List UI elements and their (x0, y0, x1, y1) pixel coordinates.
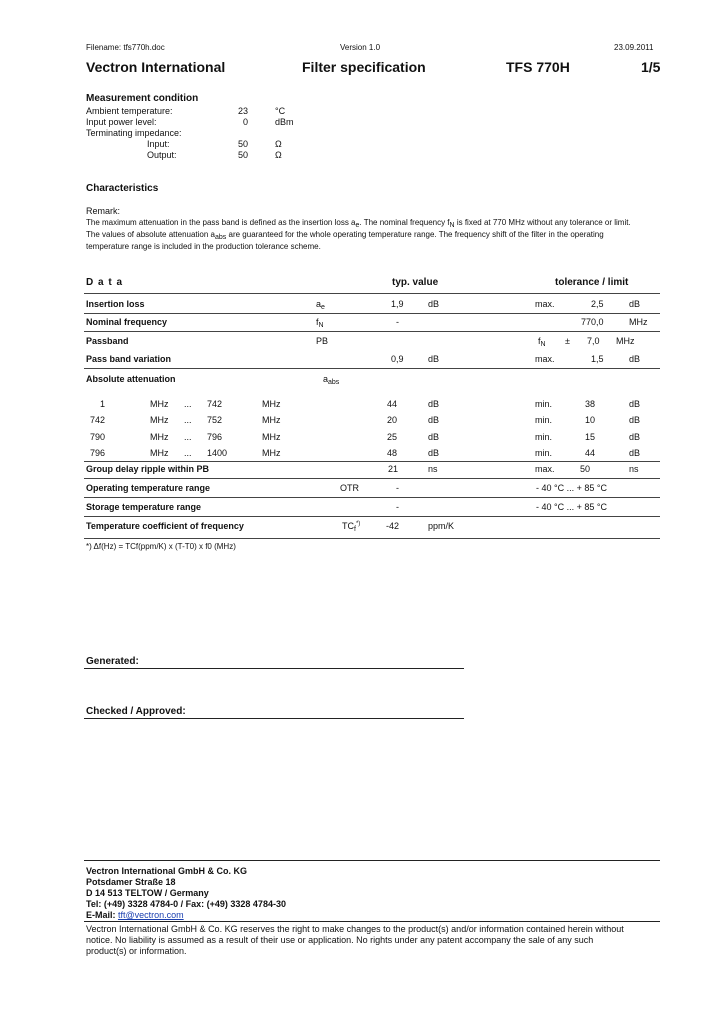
op-temp-symbol: OTR (340, 483, 359, 493)
rule (84, 538, 660, 539)
tolerance-header: tolerance / limit (555, 277, 629, 288)
att-to-unit: MHz (262, 399, 281, 409)
insertion-loss-typ: 1,9 (391, 299, 404, 309)
rule (84, 478, 660, 479)
insertion-loss-lim: 2,5 (591, 299, 604, 309)
att-lim-type: min. (535, 415, 553, 425)
group-delay-typ: 21 (388, 464, 399, 474)
op-temp-label: Operating temperature range (86, 483, 211, 493)
remark-label: Remark: (86, 206, 121, 216)
nominal-frequency-label: Nominal frequency (86, 317, 168, 327)
remark-line-2: The values of absolute attenuation aabs are guaranteed for the whole operating temperature range. The frequency shift of the filter in the operating (86, 230, 604, 241)
email-link[interactable]: tft@vectron.com (118, 910, 184, 920)
pb-variation-lim-unit: dB (629, 354, 641, 364)
att-from-unit: MHz (150, 448, 169, 458)
typ-value-header: typ. value (392, 277, 439, 288)
att-to: 742 (207, 399, 223, 409)
impedance-label: Terminating impedance: (86, 128, 182, 138)
att-lim: 38 (585, 399, 596, 409)
tcf-typ: -42 (386, 521, 400, 531)
power-label: Input power level: (86, 117, 157, 127)
att-typ: 44 (387, 399, 398, 409)
storage-temp-lim: - 40 °C ... + 85 °C (536, 502, 607, 512)
output-label: Output: (147, 150, 177, 160)
output-unit: Ω (275, 150, 282, 160)
tcf-symbol: $TC_f^{*)}$ (342, 521, 361, 533)
att-lim-unit: dB (629, 415, 641, 425)
att-typ: 25 (387, 432, 398, 442)
att-typ-unit: dB (428, 448, 440, 458)
passband-symbol: PB (316, 336, 329, 346)
att-to: 1400 (207, 448, 228, 458)
input-label: Input: (147, 139, 170, 149)
measurement-title: Measurement condition (86, 93, 199, 104)
rule (84, 293, 660, 294)
rule (84, 497, 660, 498)
group-delay-lim-type: max. (535, 464, 555, 474)
passband-lim-unit: MHz (616, 336, 635, 346)
att-dots: ... (184, 399, 192, 409)
pb-variation-typ: 0,9 (391, 354, 404, 364)
att-lim-unit: dB (629, 432, 641, 442)
op-temp-typ: - (396, 483, 399, 493)
disclaimer-2: notice. No liability is assumed as a result of their use or application. No rights under any patent accompany the sale of any such (86, 935, 594, 945)
disclaimer-1: Vectron International GmbH & Co. KG reserves the right to make changes to the product(s) and/or information contained herein without (86, 924, 624, 934)
pb-variation-lim: 1,5 (591, 354, 604, 364)
footnote: *) Δf(Hz) = TCf(ppm/K) x (T-T0) x f0 (MHz) (86, 542, 236, 551)
att-typ-unit: dB (428, 432, 440, 442)
abs-attenuation-label: Absolute attenuation (86, 374, 176, 384)
page-number: 1/5 (641, 59, 661, 75)
remark-line-3: temperature range is included in the production tolerance scheme. (86, 242, 321, 251)
nominal-frequency-typ: - (396, 317, 399, 327)
att-lim-type: min. (535, 432, 553, 442)
group-delay-lim-unit: ns (629, 464, 639, 474)
generated-signature-line (84, 668, 464, 669)
generated-label: Generated: (86, 656, 139, 667)
passband-label: Passband (86, 336, 129, 346)
att-typ-unit: dB (428, 399, 440, 409)
passband-lim: 7,0 (587, 336, 600, 346)
group-delay-typ-unit: ns (428, 464, 438, 474)
att-from: 796 (90, 448, 106, 458)
rule (84, 461, 660, 462)
footer-city: D 14 513 TELTOW / Germany (86, 888, 209, 898)
insertion-loss-typ-unit: dB (428, 299, 440, 309)
att-lim-type: min. (535, 399, 553, 409)
checked-label: Checked / Approved: (86, 706, 186, 717)
att-to: 796 (207, 432, 223, 442)
rule (84, 368, 660, 369)
att-from-unit: MHz (150, 415, 169, 425)
footer-street: Potsdamer Straße 18 (86, 877, 176, 887)
att-lim: 44 (585, 448, 596, 458)
att-to: 752 (207, 415, 223, 425)
power-value: 0 (243, 117, 249, 127)
filename: Filename: tfs770h.doc (86, 43, 165, 52)
att-dots: ... (184, 432, 192, 442)
tcf-label: Temperature coefficient of frequency (86, 521, 244, 531)
group-delay-label: Group delay ripple within PB (86, 464, 210, 474)
doc-type: Filter specification (302, 59, 426, 75)
att-typ: 48 (387, 448, 398, 458)
date: 23.09.2011 (614, 43, 654, 52)
part-number: TFS 770H (506, 59, 570, 75)
output-value: 50 (238, 150, 249, 160)
storage-temp-label: Storage temperature range (86, 502, 202, 512)
disclaimer-3: product(s) or information. (86, 946, 187, 956)
nominal-frequency-lim: 770,0 (581, 317, 604, 327)
footer-rule-2 (84, 921, 660, 922)
att-from: 1 (100, 399, 106, 409)
att-typ-unit: dB (428, 415, 440, 425)
att-to-unit: MHz (262, 448, 281, 458)
footer-rule (84, 860, 660, 861)
att-dots: ... (184, 448, 192, 458)
ambient-label: Ambient temperature: (86, 106, 173, 116)
data-title: D a t a (86, 277, 124, 288)
att-to-unit: MHz (262, 432, 281, 442)
nominal-frequency-lim-unit: MHz (629, 317, 648, 327)
att-to-unit: MHz (262, 415, 281, 425)
att-from-unit: MHz (150, 432, 169, 442)
rule (84, 331, 660, 332)
passband-lim-op: ± (565, 336, 570, 346)
company-title: Vectron International (86, 59, 226, 75)
rule (84, 516, 660, 517)
input-value: 50 (238, 139, 249, 149)
abs-attenuation-symbol: $a_{abs}$ (323, 374, 340, 386)
nominal-frequency-symbol: $f_N$ (316, 317, 324, 329)
att-lim-unit: dB (629, 448, 641, 458)
ambient-value: 23 (238, 106, 249, 116)
checked-signature-line (84, 718, 464, 719)
storage-temp-typ: - (396, 502, 399, 512)
pb-variation-typ-unit: dB (428, 354, 440, 364)
op-temp-lim: - 40 °C ... + 85 °C (536, 483, 607, 493)
att-from: 790 (90, 432, 106, 442)
rule (84, 313, 660, 314)
remark-line-1: The maximum attenuation in the pass band is defined as the insertion loss ae. The nominal frequency fN is fixed at 770 MHz without any tolerance or limit. (86, 218, 631, 229)
version: Version 1.0 (340, 43, 381, 52)
ambient-unit: °C (275, 106, 286, 116)
group-delay-lim: 50 (580, 464, 591, 474)
att-lim: 10 (585, 415, 596, 425)
power-unit: dBm (275, 117, 294, 127)
passband-lim-symbol: $f_N$ (538, 336, 546, 348)
insertion-loss-lim-type: max. (535, 299, 555, 309)
insertion-loss-lim-unit: dB (629, 299, 641, 309)
att-dots: ... (184, 415, 192, 425)
pb-variation-lim-type: max. (535, 354, 555, 364)
att-lim-unit: dB (629, 399, 641, 409)
insertion-loss-label: Insertion loss (86, 299, 145, 309)
footer-email-row: E-Mail: tft@vectron.com (86, 910, 184, 920)
footer-phone: Tel: (+49) 3328 4784-0 / Fax: (+49) 3328 4784-30 (86, 899, 286, 909)
att-lim-type: min. (535, 448, 553, 458)
characteristics-title: Characteristics (86, 183, 159, 194)
pb-variation-label: Pass band variation (86, 354, 172, 364)
att-from: 742 (90, 415, 106, 425)
att-from-unit: MHz (150, 399, 169, 409)
att-typ: 20 (387, 415, 398, 425)
att-lim: 15 (585, 432, 596, 442)
insertion-loss-symbol: $a_e$ (316, 299, 325, 311)
tcf-typ-unit: ppm/K (428, 521, 455, 531)
footer-company: Vectron International GmbH & Co. KG (86, 866, 248, 876)
input-unit: Ω (275, 139, 282, 149)
